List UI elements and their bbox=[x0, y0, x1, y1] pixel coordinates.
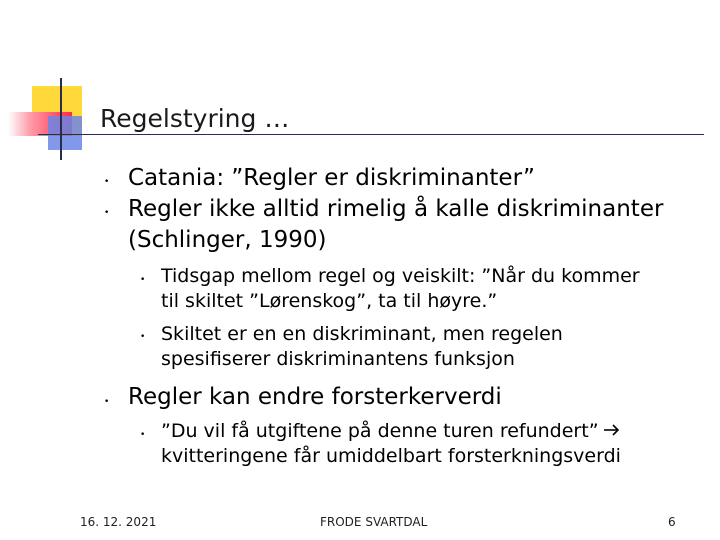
bullet-text: Regler ikke alltid rimelig å kalle diskriminanter bbox=[128, 196, 664, 222]
sub-bullet-text: Skiltet er en en diskriminant, men regelen bbox=[161, 323, 563, 345]
bullet-dot: • bbox=[104, 177, 110, 187]
sub-bullet-dot: • bbox=[140, 275, 146, 285]
sub-bullet-text-continued: kvitteringene får umiddelbart forsterkningsverdi bbox=[161, 445, 621, 467]
footer-page-number: 6 bbox=[668, 515, 676, 529]
sub-bullet-dot: • bbox=[140, 332, 146, 342]
title-underline bbox=[38, 134, 704, 135]
slide-title: Regelstyring … bbox=[100, 104, 290, 133]
sub-bullet-text-part: ”Du vil få utgiftene på denne turen refundert” bbox=[161, 420, 599, 442]
bullet-text-continued: (Schlinger, 1990) bbox=[128, 227, 327, 253]
footer-author: FRODE SVARTDAL bbox=[320, 515, 428, 529]
vertical-rule bbox=[60, 78, 62, 160]
bullet-text: Catania: ”Regler er diskriminanter” bbox=[128, 165, 535, 191]
sub-bullet-text-continued: til skiltet ”Lørenskog”, ta til høyre.” bbox=[161, 290, 498, 312]
sub-bullet-text bbox=[161, 420, 621, 443]
sub-bullet-dot: • bbox=[140, 430, 146, 440]
sub-bullet-text: Tidsgap mellom regel og veiskilt: ”Når du kommer bbox=[161, 265, 640, 287]
sub-bullet-text-continued: spesifiserer diskriminantens funksjon bbox=[161, 348, 515, 370]
bullet-dot: • bbox=[104, 397, 110, 407]
bullet-text: Regler kan endre forsterkerverdi bbox=[128, 384, 502, 410]
bullet-dot: • bbox=[104, 208, 110, 218]
right-arrow-icon bbox=[603, 420, 621, 443]
footer-date: 16. 12. 2021 bbox=[80, 515, 157, 529]
blue-square-decoration bbox=[48, 116, 82, 150]
